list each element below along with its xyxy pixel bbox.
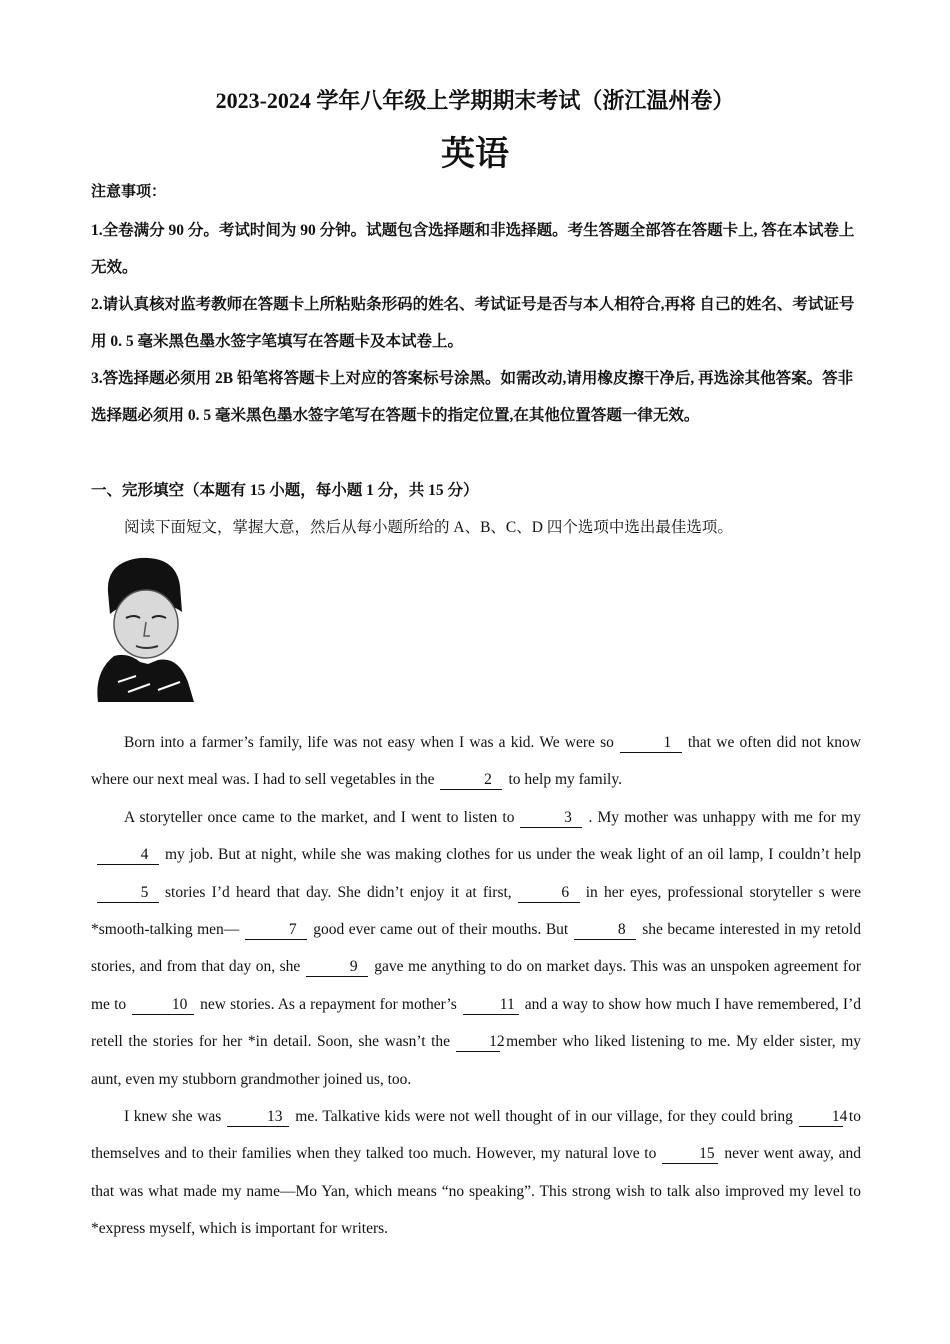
blank-11[interactable]: 11 [463,996,519,1015]
note-item: 2.请认真核对监考教师在答题卡上所粘贴条形码的姓名、考试证号是否与本人相符合,再将 自己的姓名、考试证号用 0. 5 毫米黑色墨水签字笔填写在答题卡及本试卷上。 [91,296,855,350]
notes-label: 注意事项： [91,184,167,200]
blank-3[interactable]: 3 [520,809,582,828]
section-instruction: 阅读下面短文，掌握大意，然后从每小题所给的 A、B、C、D 四个选项中选出最佳选项。 [124,519,733,536]
blank-9[interactable]: 9 [306,958,368,977]
blank-6[interactable]: 6 [518,884,580,903]
passage-paragraph: Born into a farmer’s family, life was not easy when I was a kid. We were so 1 that we often did not know where our next meal was. I had to sell vegetables in the 2 to help my family. [91,734,861,789]
blank-4[interactable]: 4 [97,846,159,865]
blank-8[interactable]: 8 [574,921,636,940]
passage-paragraph: A storyteller once came to the market, and I went to listen to 3 . My mother was unhappy with me for my4 my job. But at night, while she was making clothes for us under the weak light of an oil lamp, I couldn’t help5 stories I’d heard that day. She didn’t enjoy it at first, 6 in her eyes, professional storyteller s were *smooth-talking men— 7 good ever came out of their mouths. But 8 she became interested in my retold stories, and from that day on, she 9 gave me anything to do on market days. This was an unspoken agreement for me to 10 new stories. As a repayment for mother’s 11 and a way to show how much I have remembered, I’d retell the stories for her *in detail. Soon, she wasn’t the 12member who liked listening to me. My elder sister, my aunt, even my stubborn grandmother joined us, too. [91,808,862,1088]
subject-title: 英语 [441,136,509,173]
section-heading: 一、完形填空（本题有 15 小题，每小题 1 分，共 15 分） [91,482,479,499]
blank-1[interactable]: 1 [620,734,682,753]
note-item: 1.全卷满分 90 分。考试时间为 90 分钟。试题包含选择题和非选择题。考生答题全部答在答题卡上, 答在本试卷上无效。 [91,222,855,276]
blank-12[interactable]: 12 [456,1033,500,1052]
note-item: 3.答选择题必须用 2B 铅笔将答题卡上对应的答案标号涂黑。如需改动,请用橡皮擦干净后, 再选涂其他答案。答非选择题必须用 0. 5 毫米黑色墨水签字笔写在答题卡的指定位置,在其他位置答题一律无效。 [91,370,854,424]
blank-2[interactable]: 2 [440,771,502,790]
notes-section [91,180,861,434]
blank-15[interactable]: 15 [662,1145,718,1164]
blank-13[interactable]: 13 [227,1108,289,1127]
passage-paragraph: I knew she was 13 me. Talkative kids were not well thought of in our village, for they could bring 14to themselves and to their families when they talked too much. However, my natural love to 15 never went away, and that was what made my name—Mo Yan, which means “no speaking”. This strong wish to talk also improved my level to *express myself, which is important for writers. [91,1108,861,1238]
blank-5[interactable]: 5 [97,884,159,903]
exam-title: 2023-2024 学年八年级上学期期末考试（浙江温州卷） [215,88,735,113]
blank-14[interactable]: 14 [799,1108,843,1127]
author-portrait-image [88,552,198,704]
blank-10[interactable]: 10 [132,996,194,1015]
blank-7[interactable]: 7 [245,921,307,940]
cloze-passage [91,724,861,1248]
